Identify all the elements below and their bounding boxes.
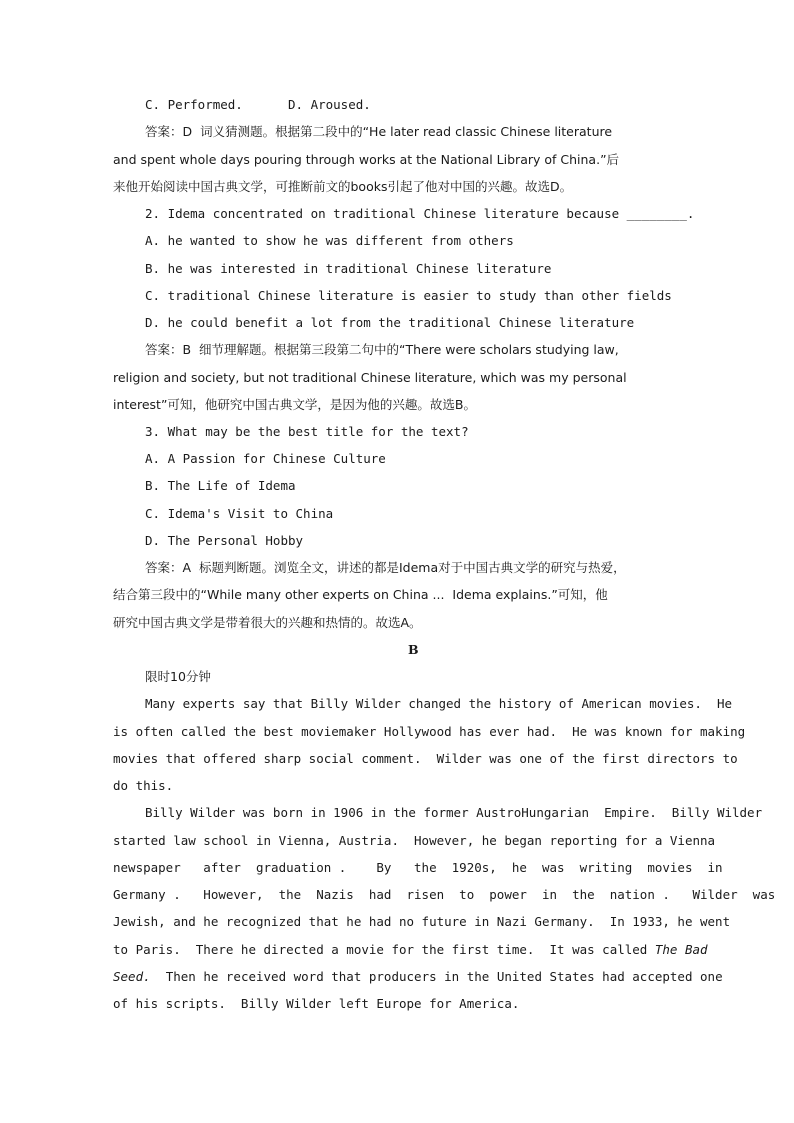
movie-title: Seed. bbox=[113, 969, 151, 984]
para2-line-6-text: to Paris. There he directed a movie for the first time. It was called bbox=[113, 942, 655, 957]
q2-option-a: A. he wanted to show he was different from others bbox=[145, 233, 514, 248]
q2-option-c: C. traditional Chinese literature is easier to study than other fields bbox=[145, 288, 672, 303]
q3-option-d: D. The Personal Hobby bbox=[145, 533, 304, 548]
q3-option-b: B. The Life of Idema bbox=[145, 478, 296, 493]
q3-stem: 3. What may be the best title for the text? bbox=[145, 424, 469, 439]
q2-answer-line-3: interest”可知，他研究中国古典文学，是因为他的兴趣。故选B。 bbox=[113, 397, 477, 412]
para2-line-5: Jewish, and he recognized that he had no future in Nazi Germany. In 1933, he went bbox=[113, 914, 731, 929]
para2-line-7-text: Then he received word that producers in the United States had accepted one bbox=[150, 969, 723, 984]
q3-option-a: A. A Passion for Chinese Culture bbox=[145, 451, 386, 466]
q2-answer-line-2: religion and society, but not traditional Chinese literature, which was my personal bbox=[113, 370, 627, 385]
q2-option-b: B. he was interested in traditional Chinese literature bbox=[145, 261, 552, 276]
para2-line-7 bbox=[113, 967, 723, 987]
para1-line-1: Many experts say that Billy Wilder changed the history of American movies. He bbox=[145, 696, 732, 711]
para2-line-2: started law school in Vienna, Austria. However, he began reporting for a Vienna bbox=[113, 833, 716, 848]
para1-line-4: do this. bbox=[113, 778, 174, 793]
para1-line-2: is often called the best moviemaker Hollywood has ever had. He was known for making bbox=[113, 724, 746, 739]
q1-answer-line-1: 答案：D 词义猜测题。根据第二段中的“He later read classic Chinese literature bbox=[145, 124, 613, 139]
para2-line-8: of his scripts. Billy Wilder left Europe for America. bbox=[113, 996, 520, 1011]
q2-option-d: D. he could benefit a lot from the traditional Chinese literature bbox=[145, 315, 635, 330]
q3-option-c: C. Idema's Visit to China bbox=[145, 506, 334, 521]
q1-answer-line-3: 来他开始阅读中国古典文学，可推断前文的books引起了他对中国的兴趣。故选D。 bbox=[113, 179, 573, 194]
q2-answer-line-1: 答案：B 细节理解题。根据第三段第二句中的“There were scholars studying law, bbox=[145, 342, 619, 357]
para2-line-4: Germany . However, the Nazis had risen to power in the nation . Wilder was bbox=[113, 887, 776, 902]
q2-stem: 2. Idema concentrated on traditional Chinese literature because ________. bbox=[145, 206, 695, 221]
q3-answer-line-2: 结合第三段中的“While many other experts on China ... Idema explains.”可知，他 bbox=[113, 587, 608, 602]
para1-line-3: movies that offered sharp social comment. Wilder was one of the first directors to bbox=[113, 751, 738, 766]
para2-line-6 bbox=[113, 940, 708, 960]
q3-answer-line-1: 答案：A 标题判断题。浏览全文，讲述的都是Idema对于中国古典文学的研究与热爱， bbox=[145, 560, 626, 575]
para2-line-3: newspaper after graduation . By the 1920s, he was writing movies in bbox=[113, 860, 723, 875]
para2-line-1: Billy Wilder was born in 1906 in the former AustroHungarian Empire. Billy Wilder bbox=[145, 805, 763, 820]
movie-title-the-bad: The Bad bbox=[654, 942, 708, 957]
q1-options-cd: C. Performed. D. Aroused. bbox=[145, 97, 371, 112]
time-limit: 限时10分钟 bbox=[145, 669, 211, 684]
q1-answer-line-2: and spent whole days pouring through works at the National Library of China.”后 bbox=[113, 152, 620, 167]
section-heading-b: B bbox=[408, 642, 419, 657]
q3-answer-line-3: 研究中国古典文学是带着很大的兴趣和热情的。故选A。 bbox=[113, 615, 422, 630]
